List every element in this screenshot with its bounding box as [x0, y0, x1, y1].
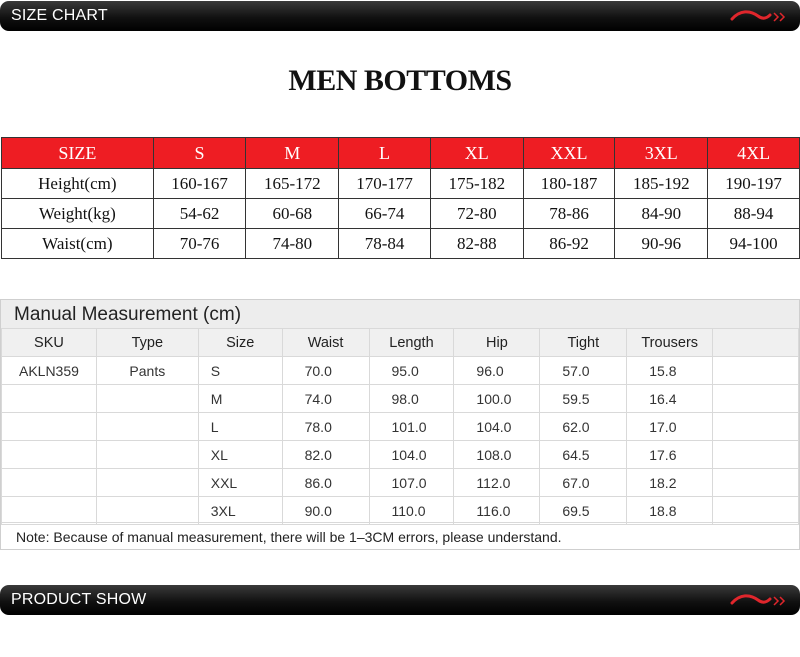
empty-cell [713, 469, 799, 497]
table-cell: 185-192 [615, 169, 708, 199]
table-row [2, 413, 799, 441]
hip-cell: 108.0 [454, 441, 540, 469]
row-label: Height(cm) [2, 169, 154, 199]
type-cell [96, 413, 198, 441]
column-header: Type [96, 329, 198, 357]
tight-cell: 67.0 [540, 469, 627, 497]
table-cell: 86-92 [523, 229, 615, 259]
table-cell: 175-182 [430, 169, 523, 199]
measurement-note [1, 522, 799, 551]
table-row [2, 497, 799, 525]
table-cell: 94-100 [708, 229, 800, 259]
tight-cell: 57.0 [540, 357, 627, 385]
hip-cell: 104.0 [454, 413, 540, 441]
manual-measurement-title: Manual Measurement (cm) [14, 304, 242, 325]
tight-cell: 62.0 [540, 413, 627, 441]
table-cell: 160-167 [153, 169, 246, 199]
empty-cell [713, 497, 799, 525]
column-header: SKU [2, 329, 97, 357]
size-chart-banner [0, 1, 800, 31]
manual-measurement-panel [0, 299, 800, 550]
table-cell: 180-187 [523, 169, 615, 199]
header-cell: S [153, 138, 246, 169]
length-cell: 107.0 [369, 469, 454, 497]
size-chart-heading: SIZE CHART [11, 7, 108, 24]
type-cell [96, 497, 198, 525]
table-cell: 88-94 [708, 199, 800, 229]
table-row [2, 199, 800, 229]
table-cell: 78-86 [523, 199, 615, 229]
table-cell: 74-80 [246, 229, 339, 259]
tight-cell: 64.5 [540, 441, 627, 469]
note-text: Note: Because of manual measurement, there will be 1–3CM errors, please understand. [16, 529, 562, 545]
table-row [2, 357, 799, 385]
empty-cell [713, 357, 799, 385]
manual-measurement-header [1, 300, 799, 329]
sku-cell [2, 413, 97, 441]
length-cell: 101.0 [369, 413, 454, 441]
hip-cell: 116.0 [454, 497, 540, 525]
hip-cell: 112.0 [454, 469, 540, 497]
tight-cell: 69.5 [540, 497, 627, 525]
waist-cell: 82.0 [282, 441, 369, 469]
size-cell: S [198, 357, 282, 385]
size-cell: 3XL [198, 497, 282, 525]
table-row [2, 385, 799, 413]
table-cell: 170-177 [339, 169, 431, 199]
waist-cell: 78.0 [282, 413, 369, 441]
empty-cell [713, 441, 799, 469]
column-header: Length [369, 329, 454, 357]
column-header: Size [198, 329, 282, 357]
table-cell: 66-74 [339, 199, 431, 229]
trousers-cell: 17.6 [627, 441, 713, 469]
row-label: Waist(cm) [2, 229, 154, 259]
table-cell: 72-80 [430, 199, 523, 229]
waist-cell: 70.0 [282, 357, 369, 385]
table-cell: 54-62 [153, 199, 246, 229]
table-row [2, 469, 799, 497]
hip-cell: 96.0 [454, 357, 540, 385]
trousers-cell: 18.8 [627, 497, 713, 525]
page-title: MEN BOTTOMS [288, 64, 512, 97]
type-cell [96, 441, 198, 469]
header-cell: XXL [523, 138, 615, 169]
hip-cell: 100.0 [454, 385, 540, 413]
size-cell: XL [198, 441, 282, 469]
empty-cell [713, 413, 799, 441]
column-header: Tight [540, 329, 627, 357]
table-row [2, 441, 799, 469]
length-cell: 98.0 [369, 385, 454, 413]
measurement-table [1, 328, 799, 525]
sku-cell [2, 385, 97, 413]
header-cell: L [339, 138, 431, 169]
trousers-cell: 15.8 [627, 357, 713, 385]
type-cell [96, 469, 198, 497]
type-cell: Pants [96, 357, 198, 385]
size-cell: L [198, 413, 282, 441]
table-row [2, 229, 800, 259]
empty-cell [713, 385, 799, 413]
table-cell: 190-197 [708, 169, 800, 199]
table-row [2, 169, 800, 199]
sku-cell [2, 497, 97, 525]
header-cell: 3XL [615, 138, 708, 169]
table-cell: 78-84 [339, 229, 431, 259]
table-cell: 90-96 [615, 229, 708, 259]
trousers-cell: 16.4 [627, 385, 713, 413]
size-table-header [2, 138, 800, 169]
length-cell: 95.0 [369, 357, 454, 385]
column-header [713, 329, 799, 357]
sku-cell [2, 469, 97, 497]
size-cell: M [198, 385, 282, 413]
size-cell: XXL [198, 469, 282, 497]
length-cell: 104.0 [369, 441, 454, 469]
trousers-cell: 17.0 [627, 413, 713, 441]
header-cell: SIZE [2, 138, 154, 169]
table-cell: 82-88 [430, 229, 523, 259]
table-cell: 165-172 [246, 169, 339, 199]
table-cell: 84-90 [615, 199, 708, 229]
sku-cell: AKLN359 [2, 357, 97, 385]
table-cell: 60-68 [246, 199, 339, 229]
header-cell: XL [430, 138, 523, 169]
size-table [1, 137, 800, 259]
row-label: Weight(kg) [2, 199, 154, 229]
waist-cell: 74.0 [282, 385, 369, 413]
li-ning-logo-icon [730, 7, 790, 25]
product-show-heading: PRODUCT SHOW [11, 591, 147, 608]
column-header: Waist [282, 329, 369, 357]
trousers-cell: 18.2 [627, 469, 713, 497]
table-cell: 70-76 [153, 229, 246, 259]
header-cell: M [246, 138, 339, 169]
waist-cell: 90.0 [282, 497, 369, 525]
length-cell: 110.0 [369, 497, 454, 525]
sku-cell [2, 441, 97, 469]
waist-cell: 86.0 [282, 469, 369, 497]
li-ning-logo-icon [730, 591, 790, 609]
header-cell: 4XL [708, 138, 800, 169]
product-show-banner [0, 585, 800, 615]
measurement-header-row [2, 329, 799, 357]
column-header: Trousers [627, 329, 713, 357]
tight-cell: 59.5 [540, 385, 627, 413]
column-header: Hip [454, 329, 540, 357]
type-cell [96, 385, 198, 413]
